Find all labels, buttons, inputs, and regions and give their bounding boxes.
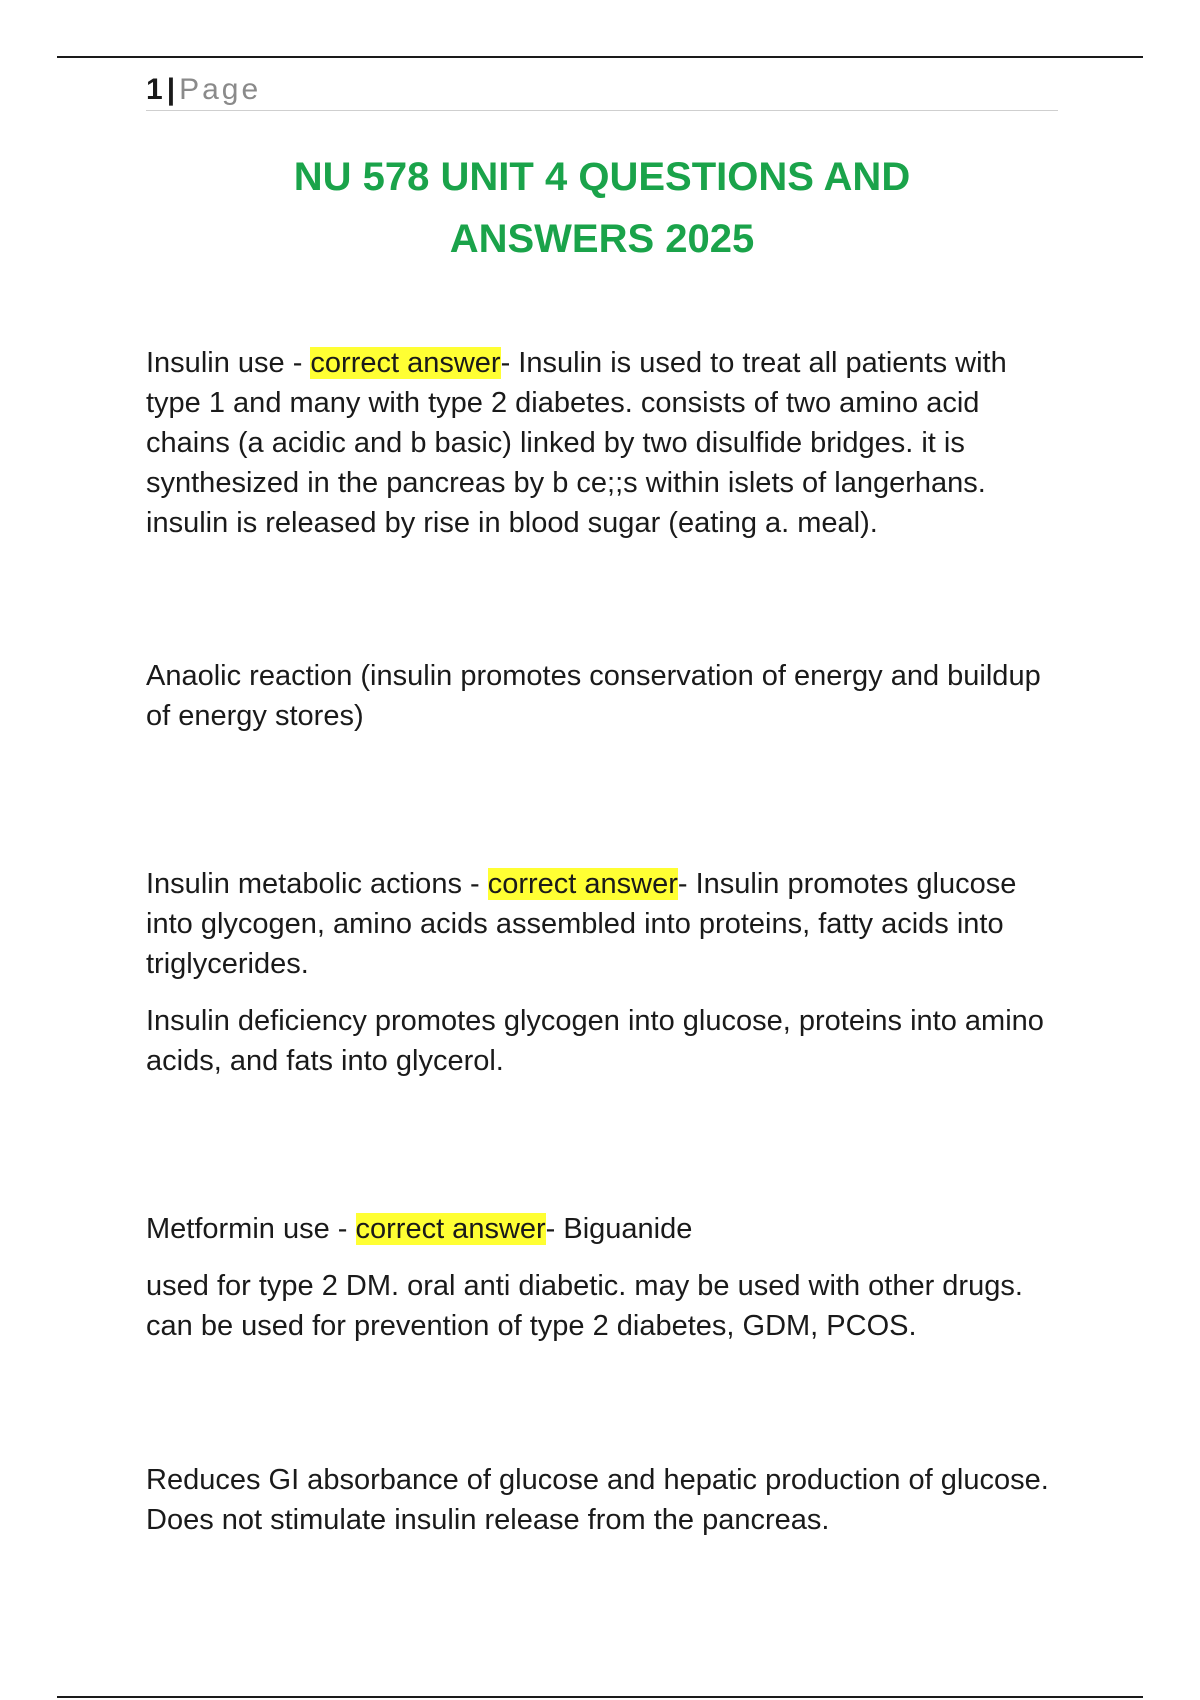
qa-extra-metformin-mechanism (146, 1460, 1066, 1540)
answer-text: - Insulin is used to treat all patients with type 1 and many with type 2 diabetes. consists of two amino acid chains (a acidic and b basic) linked by two disulfide bridges. it is synthesized in the pancreas by b ce;;s within islets of langerhans. insulin is released by rise in blood sugar (eating a. meal). (146, 347, 1007, 539)
extra-paragraph: Insulin deficiency promotes glycogen into glucose, proteins into amino acids, and fats into glycerol. (146, 1005, 1044, 1077)
page-number: 1 (146, 73, 163, 106)
question-text: Metformin use - (146, 1213, 356, 1245)
qa-paragraph (146, 1209, 1066, 1249)
extra-paragraph: Reduces GI absorbance of glucose and hepatic production of glucose. Does not stimulate insulin release from the pancreas. (146, 1464, 1049, 1536)
document-title (146, 146, 1058, 270)
page-header (146, 70, 1058, 111)
extra-paragraph: used for type 2 DM. oral anti diabetic. may be used with other drugs. can be used for prevention of type 2 diabetes, GDM, PCOS. (146, 1270, 1023, 1342)
correct-answer-marker: correct answer (310, 347, 501, 379)
question-text: Insulin metabolic actions - (146, 868, 488, 900)
title-line-1: NU 578 UNIT 4 QUESTIONS AND (293, 155, 911, 199)
qa-extra-anabolic (146, 656, 1066, 736)
qa-paragraph (146, 343, 1066, 543)
correct-answer-marker: correct answer (487, 868, 678, 900)
qa-entry-metformin-use (146, 1209, 1066, 1249)
bottom-rule (57, 1696, 1143, 1698)
top-rule (57, 56, 1143, 58)
qa-entry-insulin-metabolic-actions (146, 864, 1066, 984)
page-label: Page (179, 73, 262, 106)
page-separator: | (166, 73, 176, 106)
question-text: Insulin use - (146, 347, 311, 379)
title-line-2: ANSWERS 2025 (449, 217, 755, 261)
qa-extra-metformin-uses (146, 1266, 1066, 1346)
qa-paragraph (146, 864, 1066, 984)
correct-answer-marker: correct answer (355, 1213, 546, 1245)
answer-text: - Insulin promotes glucose into glycogen, amino acids assembled into proteins, fatty acids into triglycerides. (146, 868, 1017, 980)
qa-extra-insulin-deficiency (146, 1001, 1066, 1081)
qa-entry-insulin-use (146, 343, 1066, 543)
answer-text: - Biguanide (545, 1213, 693, 1245)
extra-paragraph: Anaolic reaction (insulin promotes conservation of energy and buildup of energy stores) (146, 660, 1041, 732)
